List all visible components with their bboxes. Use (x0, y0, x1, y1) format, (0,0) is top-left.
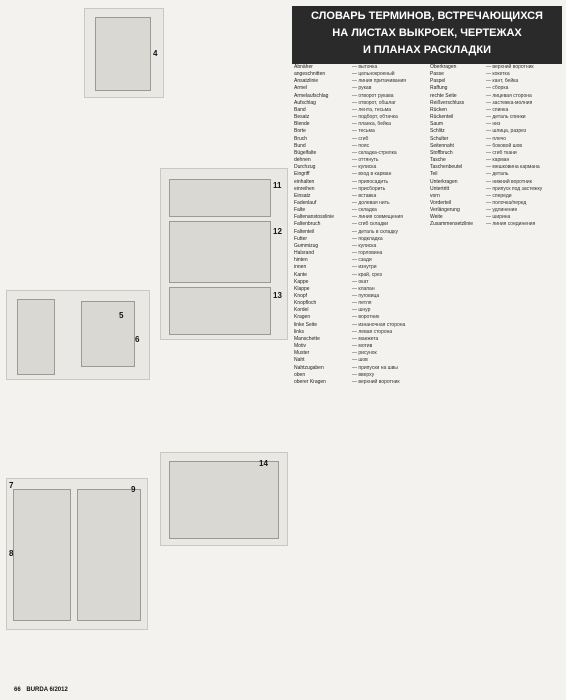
glossary-row (430, 71, 562, 78)
glossary-row (294, 286, 426, 293)
glossary-term-german: Nahtzugaben (294, 364, 324, 371)
glossary-column-1 (294, 64, 426, 386)
glossary-term-german: Aufschlag (294, 99, 316, 106)
glossary-term-russian: — нижний воротник (486, 178, 532, 185)
glossary-row (430, 78, 562, 85)
glossary-term-german: angeschnitten (294, 71, 326, 78)
glossary-term-russian: — деталь спинки (486, 114, 526, 121)
glossary-term-german: Taschenbeutel (430, 164, 463, 171)
glossary-row (430, 171, 562, 178)
glossary-row (294, 107, 426, 114)
glossary-term-russian: — сгиб ткани (486, 149, 517, 156)
glossary-term-russian: — низ (486, 121, 501, 128)
glossary-term-russian: — шов (352, 357, 368, 364)
illustration-panel-bottom-left: 7 8 9 (6, 478, 148, 630)
glossary-row (294, 157, 426, 164)
glossary-term-german: hinten (294, 257, 308, 264)
glossary-term-german: Bruch (294, 135, 308, 142)
glossary-term-german: dehnen (294, 157, 311, 164)
glossary-term-russian: — сборка (486, 85, 509, 92)
body-text-col2 (160, 8, 286, 164)
glossary-term-russian: — манжета (352, 335, 379, 342)
glossary-term-russian: — воротник (352, 314, 380, 321)
glossary-term-german: Verlängerung (430, 207, 460, 214)
glossary-row (430, 107, 562, 114)
glossary-row (294, 78, 426, 85)
glossary-term-russian: — отворот рукава (352, 92, 394, 99)
glossary-row (430, 193, 562, 200)
glossary-term-german: Vorderteil (430, 199, 452, 206)
glossary-term-german: Knopf (294, 293, 308, 299)
glossary-term-russian: — полочка/перед (486, 199, 527, 206)
glossary-term-german: Durchzug (294, 164, 316, 171)
glossary-term-russian: — деталь в складку (352, 228, 398, 235)
glossary-row (294, 314, 426, 321)
glossary-row (294, 272, 426, 279)
glossary-term-russian: — спереди (486, 192, 512, 199)
glossary-term-russian: — лицевая сторона (486, 92, 532, 99)
illustration-panel-left-mid: 5 6 (6, 290, 150, 380)
glossary-term-russian: — застежка-молния (486, 99, 533, 106)
glossary-term-german: Untertritt (430, 185, 450, 192)
glossary-row (430, 214, 562, 221)
glossary-row (430, 128, 562, 135)
glossary-term-russian: — клапан (352, 285, 375, 292)
glossary-term-russian: — мотив (352, 343, 373, 350)
glossary-term-german: Ansatzlinie (294, 78, 319, 85)
glossary-term-german: Teil (430, 171, 438, 178)
glossary-term-german: Band (294, 106, 306, 113)
glossary-row (294, 329, 426, 336)
glossary-term-russian: — плечо (486, 135, 507, 142)
glossary-term-russian: — сгиб складки (352, 221, 389, 228)
glossary-row (430, 164, 562, 171)
glossary-term-russian: — вытачка (352, 64, 378, 70)
glossary-term-german: Weite (430, 214, 443, 221)
glossary-term-russian: — вход в карман (352, 171, 392, 178)
glossary-term-russian: — вверху (352, 371, 375, 378)
glossary-term-russian: — рукав (352, 85, 372, 92)
glossary-term-german: Klappe (294, 285, 310, 292)
body-text-col1-lower (6, 384, 150, 474)
glossary-term-russian: — удлинение (486, 207, 518, 214)
glossary-term-russian: — подборт, обтачка (352, 114, 398, 121)
magazine-issue: BURDA 6/2012 (26, 687, 68, 693)
glossary-term-german: Seitennaht (430, 142, 454, 149)
glossary-term-russian: — ширина (486, 214, 511, 221)
glossary-term-german: Manschette (294, 335, 320, 342)
glossary-term-german: Reißverschluss (430, 99, 465, 106)
glossary-term-russian: — край, срез (352, 271, 382, 278)
glossary-term-german: Rückenteil (430, 114, 454, 121)
glossary-row (294, 64, 426, 71)
glossary-row (294, 229, 426, 236)
glossary-row (430, 114, 562, 121)
page-number: 66 (14, 687, 21, 693)
glossary-term-russian: — подкладка (352, 235, 383, 242)
glossary-term-russian: — тесьма (352, 128, 375, 135)
glossary-term-german: Halsrand (294, 250, 315, 257)
glossary-row (430, 100, 562, 107)
glossary-row (294, 128, 426, 135)
glossary-term-german: Falte (294, 207, 306, 214)
glossary-row (294, 250, 426, 257)
glossary-row (294, 193, 426, 200)
glossary-row (294, 257, 426, 264)
glossary-row (430, 150, 562, 157)
glossary-term-russian: — долевая нить (352, 199, 390, 206)
glossary-row (430, 157, 562, 164)
glossary-row (430, 64, 562, 71)
glossary-row (294, 207, 426, 214)
glossary-term-german: Bügelfalte (294, 149, 317, 156)
glossary-row (294, 343, 426, 350)
glossary-term-german: Abnäher (294, 64, 313, 70)
glossary-row (294, 264, 426, 271)
glossary-term-russian: — боковой шов (486, 142, 523, 149)
glossary-term-german: Paspel (430, 78, 446, 85)
glossary-term-german: Stoffbruch (430, 149, 453, 156)
glossary-term-russian: — горловина (352, 250, 383, 257)
glossary-term-russian: — складка-стрелка (352, 149, 397, 156)
glossary-term-russian: — изнаночная сторона (352, 321, 406, 328)
glossary-term-russian: — складка (352, 207, 377, 214)
illustration-panel-top-left: 4 (84, 8, 164, 98)
glossary-row (430, 93, 562, 100)
glossary-term-russian: — окат (352, 278, 369, 285)
glossary-term-russian: — планка, бейка (352, 121, 391, 128)
glossary-row (294, 136, 426, 143)
glossary-term-russian: — кант, бейка (486, 78, 519, 85)
glossary-row (294, 236, 426, 243)
glossary-term-russian: — сзади (352, 257, 372, 264)
glossary-term-russian: — вставка (352, 192, 377, 199)
glossary-term-russian: — линия совмещения (352, 214, 404, 221)
glossary-term-german: Gummizug (294, 242, 319, 249)
body-text-col2-lower (160, 344, 286, 448)
glossary-row (430, 143, 562, 150)
glossary-term-russian: — припуски на швы (352, 364, 398, 371)
glossary-term-russian: — верхний воротник (486, 64, 534, 70)
glossary-term-german: Kordel (294, 307, 309, 314)
glossary-row (294, 336, 426, 343)
glossary-term-german: Fadenlauf (294, 199, 317, 206)
glossary-row (294, 143, 426, 150)
body-text-col2-bottom (160, 548, 286, 680)
glossary-row (294, 293, 426, 300)
glossary-term-german: Passe (430, 71, 444, 78)
glossary-title (292, 6, 562, 64)
glossary-term-russian: — кулиска (352, 164, 377, 171)
glossary-row (294, 179, 426, 186)
glossary-row (430, 207, 562, 214)
glossary-row (294, 93, 426, 100)
glossary-row (430, 121, 562, 128)
glossary-term-german: oberer Kragen (294, 378, 326, 385)
glossary-term-german: linke Seite (294, 321, 318, 328)
page-footer (14, 687, 68, 693)
glossary-term-german: links (294, 328, 305, 335)
glossary-row (294, 121, 426, 128)
glossary-term-russian: — линия соединения (486, 221, 536, 228)
glossary-term-german: Schulter (430, 135, 449, 142)
glossary-term-russian: — присборить (352, 185, 386, 192)
glossary-term-russian: — кокетка (486, 71, 510, 78)
glossary-term-russian: — сгиб (352, 135, 369, 142)
glossary-row (294, 114, 426, 121)
glossary-row (430, 186, 562, 193)
glossary-term-russian: — пуговица (352, 293, 380, 299)
body-text-col1-bottom (6, 632, 150, 682)
glossary-term-russian: — верхний воротник (352, 378, 400, 385)
glossary-term-german: Kappe (294, 278, 309, 285)
glossary-term-russian: — шлица, разрез (486, 128, 527, 135)
glossary-row (294, 307, 426, 314)
glossary-row (294, 279, 426, 286)
glossary-row (294, 150, 426, 157)
glossary-term-russian: — спинка (486, 106, 509, 113)
glossary-row (294, 171, 426, 178)
glossary-row (430, 136, 562, 143)
glossary-term-german: Oberkragen (430, 64, 457, 70)
glossary-term-russian: — отворот, обшлаг (352, 99, 396, 106)
glossary-term-german: Ärmel (294, 85, 308, 92)
glossary-term-russian: — мешковина кармана (486, 164, 540, 171)
glossary-term-russian: — рисунок (352, 350, 377, 357)
glossary-term-german: einhalten (294, 178, 315, 185)
glossary-row (294, 221, 426, 228)
glossary-title-line2: НА ЛИСТАХ ВЫКРОЕК, ЧЕРТЕЖАХ (332, 27, 522, 39)
glossary-term-german: rechte Seite (430, 92, 457, 99)
glossary-term-german: Muster (294, 350, 310, 357)
glossary-term-russian: — припуск под застежку (486, 185, 543, 192)
glossary-term-german: Einsatz (294, 192, 311, 199)
illustration-panel-bottom-right: 14 (160, 452, 288, 546)
glossary-row (294, 164, 426, 171)
glossary-row (294, 300, 426, 307)
glossary-term-german: Raffung (430, 85, 448, 92)
glossary-term-german: Motiv (294, 343, 306, 350)
glossary-row (430, 221, 562, 228)
glossary-term-russian: — кулиска (352, 242, 377, 249)
glossary-term-russian: — петля (352, 300, 372, 307)
glossary-term-russian: — деталь (486, 171, 509, 178)
glossary-term-german: oben (294, 371, 306, 378)
glossary-term-german: Borte (294, 128, 306, 135)
glossary-term-german: Faltenbruch (294, 221, 321, 228)
glossary-term-russian: — припосадить (352, 178, 389, 185)
glossary-term-russian: — оттянуть (352, 157, 379, 164)
glossary-row (294, 243, 426, 250)
glossary-row (294, 71, 426, 78)
glossary-row (294, 186, 426, 193)
glossary-row (294, 357, 426, 364)
glossary-term-russian: — линия притачивания (352, 78, 406, 85)
glossary-row (294, 85, 426, 92)
glossary-title-line3: И ПЛАНАХ РАСКЛАДКИ (362, 44, 492, 56)
glossary-row (294, 100, 426, 107)
glossary-row (430, 200, 562, 207)
glossary-term-german: vorn (430, 192, 440, 199)
glossary-term-german: Kante (294, 271, 308, 278)
glossary-term-russian: — шнур (352, 307, 371, 314)
glossary-term-german: Ärmelaufschlag (294, 92, 329, 99)
glossary-term-russian: — карман (486, 157, 510, 164)
glossary-title-line1: СЛОВАРЬ ТЕРМИНОВ, ВСТРЕЧАЮЩИХСЯ (311, 10, 543, 22)
glossary-term-german: Bund (294, 142, 306, 149)
glossary-term-german: Saum (430, 121, 444, 128)
glossary-term-german: Naht (294, 357, 305, 364)
glossary-term-german: innen (294, 264, 307, 271)
body-text-col1 (6, 100, 150, 286)
glossary-term-russian: — цельнокроеный (352, 71, 395, 78)
glossary-term-russian: — изнутри (352, 264, 377, 271)
glossary-term-german: Zusammensetzlinie (430, 221, 474, 228)
glossary-term-german: Eingriff (294, 171, 310, 178)
glossary-column-2 (430, 64, 562, 229)
glossary-row (294, 379, 426, 386)
glossary-term-german: einreihen (294, 185, 315, 192)
glossary-term-german: Unterkragen (430, 178, 458, 185)
glossary-term-german: Tasche (430, 157, 446, 164)
glossary-row (430, 85, 562, 92)
glossary-term-russian: — пояс (352, 142, 370, 149)
glossary-row (294, 214, 426, 221)
glossary-term-german: Knopfloch (294, 300, 317, 307)
glossary-term-german: Faltenteil (294, 228, 315, 235)
glossary-term-german: Schlitz (430, 128, 445, 135)
glossary-row (294, 350, 426, 357)
glossary-row (294, 372, 426, 379)
glossary-term-russian: — левая сторона (352, 328, 393, 335)
glossary-term-german: Kragen (294, 314, 311, 321)
glossary-row (294, 322, 426, 329)
glossary-term-german: Besatz (294, 114, 310, 121)
glossary-row (294, 200, 426, 207)
illustration-panel-right-top: 11 12 13 (160, 168, 288, 340)
glossary-term-german: Rücken (430, 106, 447, 113)
glossary-term-german: Faltenanstosslinie (294, 214, 335, 221)
glossary-term-russian: — лента, тесьма (352, 106, 391, 113)
glossary-row (294, 365, 426, 372)
glossary-row (430, 179, 562, 186)
glossary-term-german: Futter (294, 235, 308, 242)
glossary-term-german: Blende (294, 121, 310, 128)
